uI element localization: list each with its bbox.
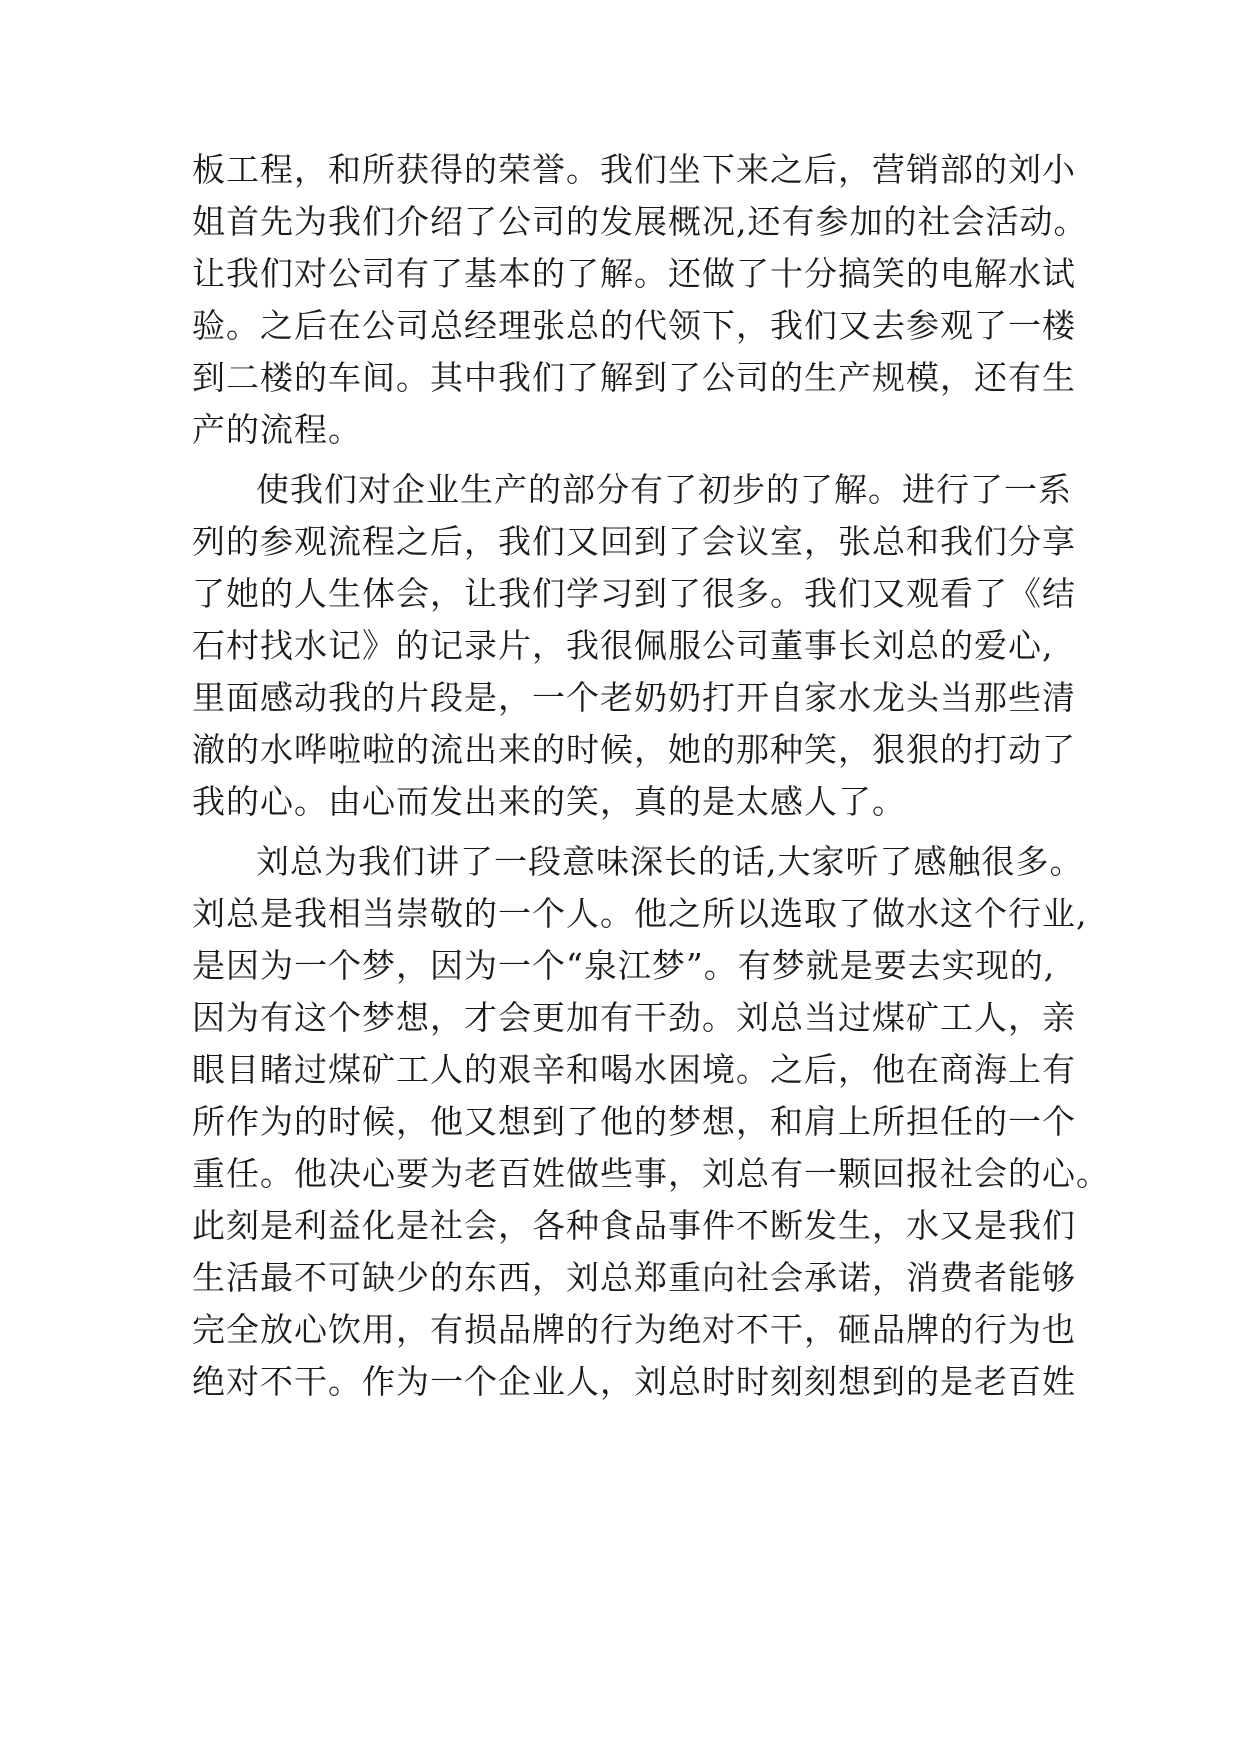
text-line: 姐首先为我们介绍了公司的发展概况,还有参加的社会活动。: [192, 202, 1088, 241]
text-line: 验。之后在公司总经理张总的代领下，我们又去参观了一楼: [192, 306, 1076, 345]
text-line: 眼目睹过煤矿工人的艰辛和喝水困境。之后，他在商海上有: [192, 1050, 1076, 1089]
text-line: 列的参观流程之后，我们又回到了会议室，张总和我们分享: [192, 522, 1076, 561]
text-line: 产的流程。: [192, 410, 362, 449]
text-line: 澈的水哗啦啦的流出来的时候，她的那种笑，狠狠的打动了: [192, 730, 1076, 769]
text-line: 刘总是我相当崇敬的一个人。他之所以选取了做水这个行业,: [192, 894, 1088, 933]
text-line: 石村找水记》的记录片，我很佩服公司董事长刘总的爱心,: [192, 626, 1054, 665]
text-line: 所作为的时候，他又想到了他的梦想，和肩上所担任的一个: [192, 1102, 1076, 1141]
text-line: 使我们对企业生产的部分有了初步的了解。进行了一系: [256, 470, 1072, 509]
text-line: 重任。他决心要为老百姓做些事，刘总有一颗回报社会的心。: [192, 1154, 1110, 1193]
text-line: 了她的人生体会，让我们学习到了很多。我们又观看了《结: [192, 574, 1076, 613]
text-line: 里面感动我的片段是，一个老奶奶打开自家水龙头当那些清: [192, 678, 1076, 717]
text-line: 我的心。由心而发出来的笑，真的是太感人了。: [192, 782, 906, 821]
text-line: 完全放心饮用，有损品牌的行为绝对不干，砸品牌的行为也: [192, 1310, 1076, 1349]
text-line: 生活最不可缺少的东西，刘总郑重向社会承诺，消费者能够: [192, 1258, 1076, 1297]
text-line: 因为有这个梦想，才会更加有干劲。刘总当过煤矿工人，亲: [192, 998, 1076, 1037]
text-line: 刘总为我们讲了一段意味深长的话,大家听了感触很多。: [256, 842, 1084, 881]
text-line: 让我们对公司有了基本的了解。还做了十分搞笑的电解水试: [192, 254, 1076, 293]
text-line: 是因为一个梦，因为一个“泉江梦”。有梦就是要去实现的,: [192, 946, 1056, 985]
text-line: 板工程，和所获得的荣誉。我们坐下来之后，营销部的刘小: [192, 150, 1076, 189]
text-line: 到二楼的车间。其中我们了解到了公司的生产规模，还有生: [192, 358, 1076, 397]
text-line: 此刻是利益化是社会，各种食品事件不断发生，水又是我们: [192, 1206, 1076, 1245]
text-line: 绝对不干。作为一个企业人，刘总时时刻刻想到的是老百姓: [192, 1362, 1076, 1401]
